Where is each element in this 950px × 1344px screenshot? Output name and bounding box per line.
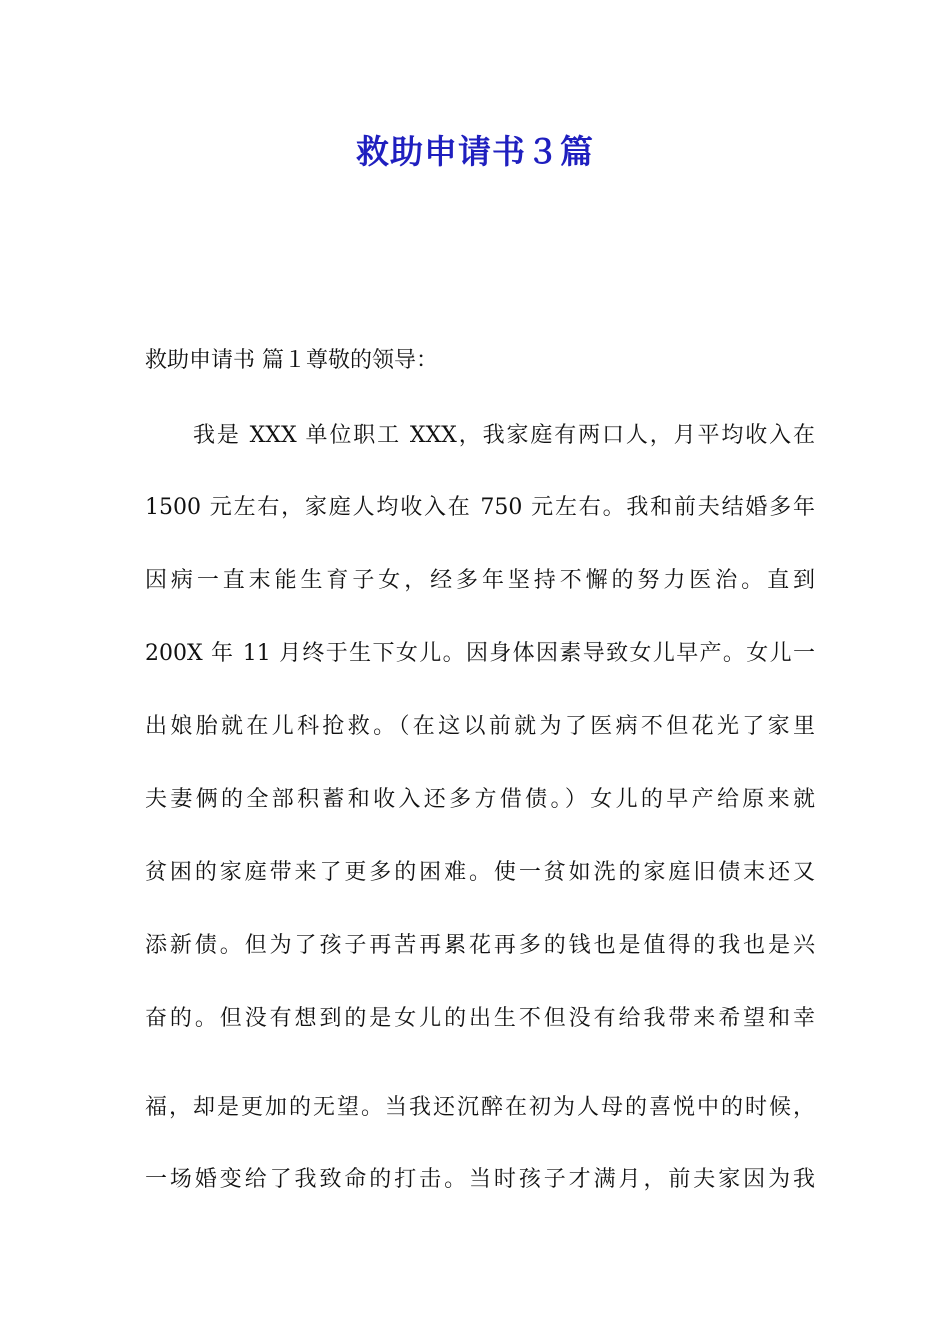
body-line-4: 200X 年 11 月终于生下女儿。因身体因素导致女儿早产。女儿一	[145, 641, 815, 666]
document-title: 救助申请书３篇	[356, 132, 594, 171]
body-line-2: 1500 元左右，家庭人均收入在 750 元左右。我和前夫结婚多年	[145, 495, 815, 520]
body-line-8: 添新债。但为了孩子再苦再累花再多的钱也是值得的我也是兴	[145, 933, 815, 958]
body-line-9: 奋的。但没有想到的是女儿的出生不但没有给我带来希望和幸	[145, 1006, 815, 1031]
salutation-line: 救助申请书 篇１尊敬的领导：	[145, 348, 438, 373]
body-line-7: 贫困的家庭带来了更多的困难。使一贫如洗的家庭旧债末还又	[145, 860, 815, 885]
body-line-10: 福，却是更加的无望。当我还沉醉在初为人母的喜悦中的时候，	[145, 1095, 815, 1120]
body-line-6: 夫妻俩的全部积蓄和收入还多方借债。）女儿的早产给原来就	[145, 787, 815, 812]
body-line-3: 因病一直末能生育子女，经多年坚持不懈的努力医治。直到	[145, 568, 815, 593]
body-line-1: 我是 XXX 单位职工 XXX，我家庭有两口人，月平均收入在	[193, 423, 815, 448]
body-line-5: 出娘胎就在儿科抢救。（在这以前就为了医病不但花光了家里	[145, 714, 815, 739]
body-line-11: 一场婚变给了我致命的打击。当时孩子才满月，前夫家因为我	[145, 1167, 815, 1192]
